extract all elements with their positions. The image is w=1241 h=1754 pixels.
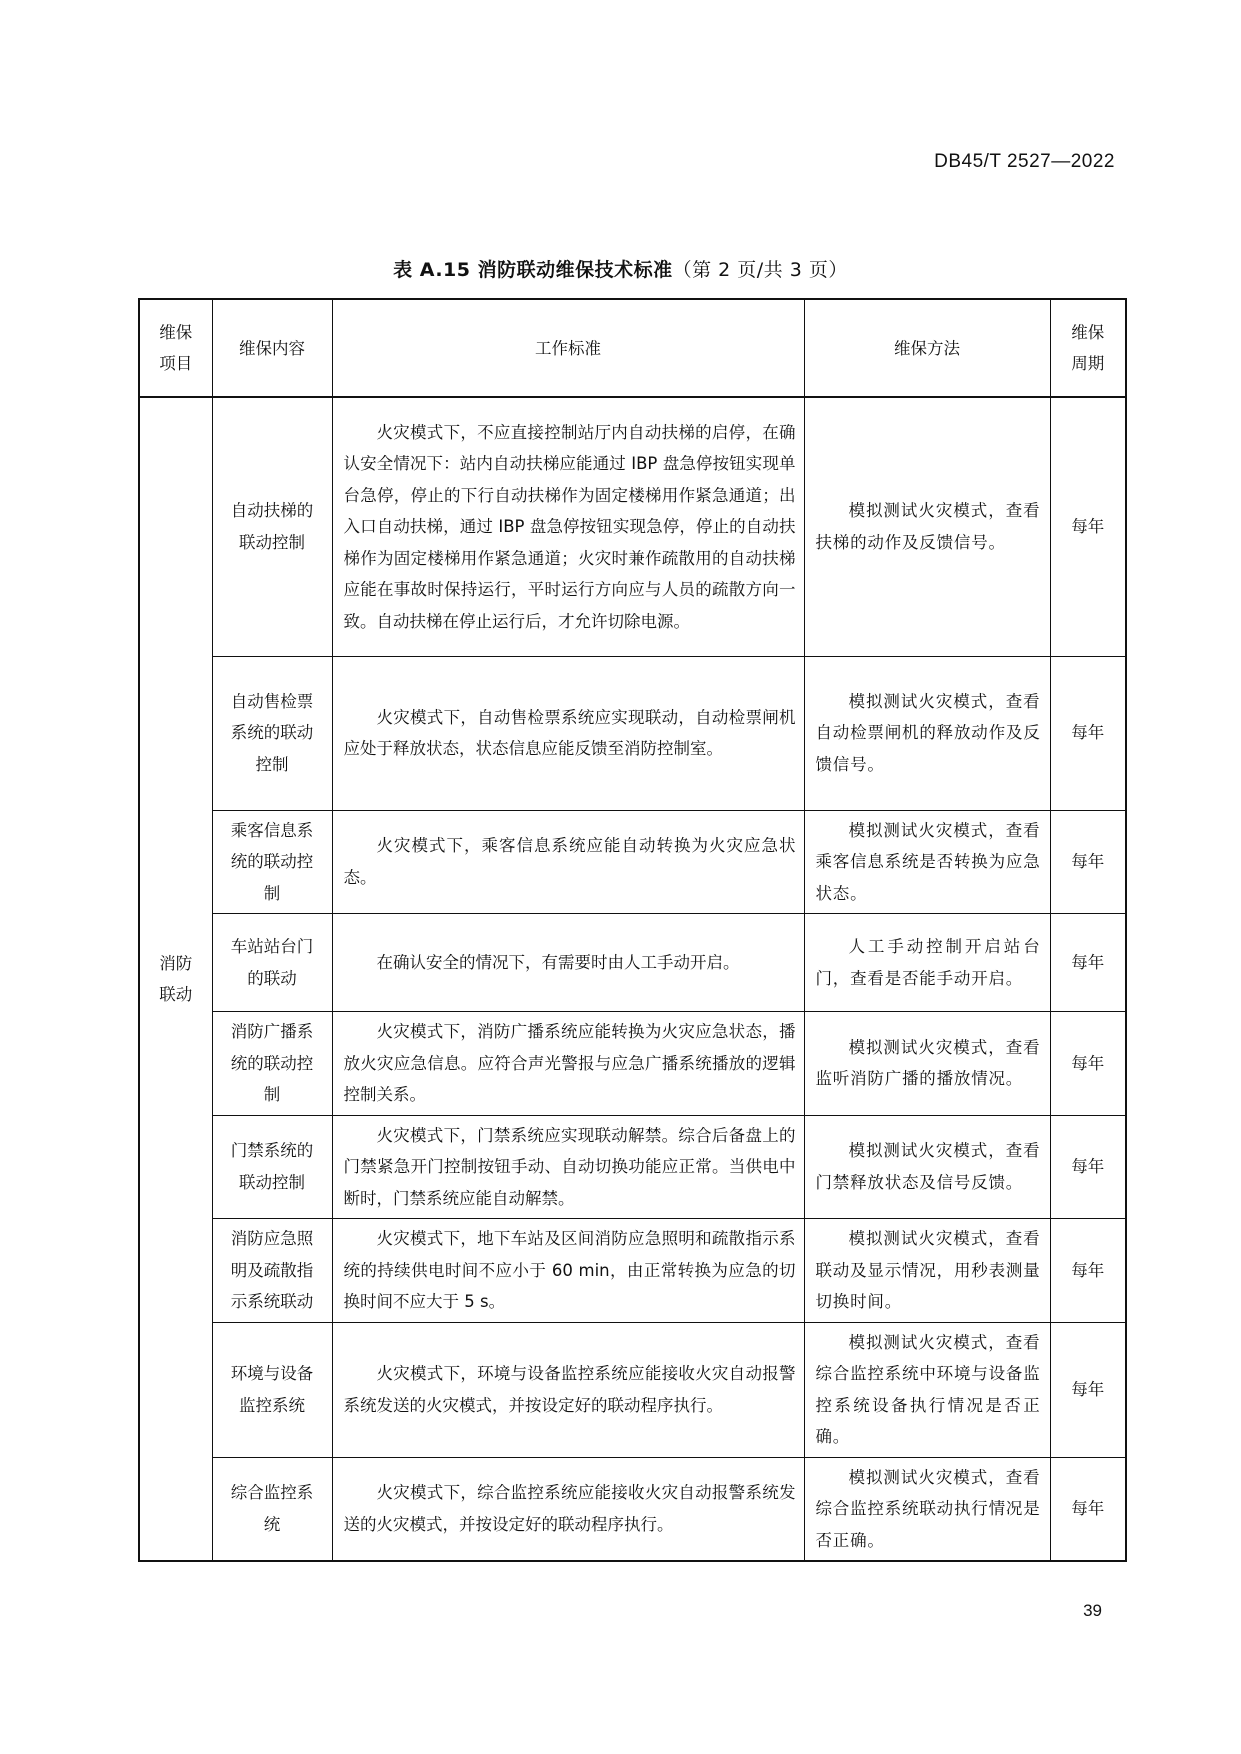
table-row xyxy=(139,397,1126,656)
period-cell: 每年 xyxy=(1050,1012,1126,1116)
content-cell: 综合监控系 统 xyxy=(212,1457,332,1561)
method-cell: 模拟测试火灾模式，查看综合监控系统联动执行情况是否正确。 xyxy=(804,1457,1050,1561)
header-standard: 工作标准 xyxy=(332,299,804,397)
method-cell: 人工手动控制开启站台门，查看是否能手动开启。 xyxy=(804,914,1050,1012)
header-period: 维保 周期 xyxy=(1050,299,1126,397)
header-content: 维保内容 xyxy=(212,299,332,397)
period-cell: 每年 xyxy=(1050,1457,1126,1561)
page-number: 39 xyxy=(1083,1601,1102,1620)
period-cell: 每年 xyxy=(1050,1322,1126,1457)
method-cell: 模拟测试火灾模式，查看联动及显示情况，用秒表测量切换时间。 xyxy=(804,1219,1050,1323)
method-cell: 模拟测试火灾模式，查看乘客信息系统是否转换为应急状态。 xyxy=(804,810,1050,914)
table-row xyxy=(139,1219,1126,1323)
method-cell: 模拟测试火灾模式，查看扶梯的动作及反馈信号。 xyxy=(804,397,1050,656)
standard-cell: 火灾模式下，不应直接控制站厅内自动扶梯的启停，在确认安全情况下：站内自动扶梯应能通过 IBP 盘急停按钮实现单台急停，停止的下行自动扶梯作为固定楼梯用作紧急通道；出入口自动扶梯，通过 IBP 盘急停按钮实现急停，停止的自动扶梯作为固定楼梯用作紧急通道；火灾时兼作疏散用的自动扶梯应能在事故时保持运行，平时运行方向应与人员的疏散方向一致。自动扶梯在停止运行后，才允许切除电源。 xyxy=(332,397,804,656)
table-row xyxy=(139,1322,1126,1457)
standard-cell: 火灾模式下，消防广播系统应能转换为火灾应急状态，播放火灾应急信息。应符合声光警报与应急广播系统播放的逻辑控制关系。 xyxy=(332,1012,804,1116)
content-cell: 消防应急照 明及疏散指 示系统联动 xyxy=(212,1219,332,1323)
content-cell: 自动扶梯的 联动控制 xyxy=(212,397,332,656)
period-cell: 每年 xyxy=(1050,1219,1126,1323)
table-row xyxy=(139,914,1126,1012)
standard-cell: 火灾模式下，自动售检票系统应实现联动，自动检票闸机应处于释放状态，状态信息应能反馈至消防控制室。 xyxy=(332,656,804,810)
table-row xyxy=(139,810,1126,914)
content-cell: 门禁系统的 联动控制 xyxy=(212,1115,332,1219)
period-cell: 每年 xyxy=(1050,397,1126,656)
header-method: 维保方法 xyxy=(804,299,1050,397)
header-row xyxy=(139,299,1126,397)
content-cell: 自动售检票 系统的联动 控制 xyxy=(212,656,332,810)
content-cell: 环境与设备 监控系统 xyxy=(212,1322,332,1457)
standard-cell: 火灾模式下，地下车站及区间消防应急照明和疏散指示系统的持续供电时间不应小于 60 min，由正常转换为应急的切换时间不应大于 5 s。 xyxy=(332,1219,804,1323)
standard-cell: 火灾模式下，门禁系统应实现联动解禁。综合后备盘上的门禁紧急开门控制按钮手动、自动切换功能应正常。当供电中断时，门禁系统应能自动解禁。 xyxy=(332,1115,804,1219)
standard-cell: 火灾模式下，综合监控系统应能接收火灾自动报警系统发送的火灾模式，并按设定好的联动程序执行。 xyxy=(332,1457,804,1561)
table-row xyxy=(139,1457,1126,1561)
category-cell: 消防 联动 xyxy=(139,397,212,1561)
method-cell: 模拟测试火灾模式，查看自动检票闸机的释放动作及反馈信号。 xyxy=(804,656,1050,810)
table-title-main: 表 A.15 消防联动维保技术标准 xyxy=(393,259,673,281)
table-row xyxy=(139,1115,1126,1219)
period-cell: 每年 xyxy=(1050,656,1126,810)
period-cell: 每年 xyxy=(1050,810,1126,914)
header-item: 维保 项目 xyxy=(139,299,212,397)
method-cell: 模拟测试火灾模式，查看门禁释放状态及信号反馈。 xyxy=(804,1115,1050,1219)
document-code: DB45/T 2527—2022 xyxy=(934,151,1115,172)
content-cell: 消防广播系 统的联动控 制 xyxy=(212,1012,332,1116)
period-cell: 每年 xyxy=(1050,1115,1126,1219)
table-row xyxy=(139,1012,1126,1116)
standard-cell: 火灾模式下，环境与设备监控系统应能接收火灾自动报警系统发送的火灾模式，并按设定好的联动程序执行。 xyxy=(332,1322,804,1457)
table-row xyxy=(139,656,1126,810)
table-title xyxy=(0,255,1241,282)
method-cell: 模拟测试火灾模式，查看综合监控系统中环境与设备监控系统设备执行情况是否正确。 xyxy=(804,1322,1050,1457)
content-cell: 车站站台门 的联动 xyxy=(212,914,332,1012)
table-title-page-note: （第 2 页/共 3 页） xyxy=(672,259,848,281)
method-cell: 模拟测试火灾模式，查看监听消防广播的播放情况。 xyxy=(804,1012,1050,1116)
standard-cell: 在确认安全的情况下，有需要时由人工手动开启。 xyxy=(332,914,804,1012)
maintenance-standards-table xyxy=(138,298,1127,1562)
content-cell: 乘客信息系 统的联动控 制 xyxy=(212,810,332,914)
standard-cell: 火灾模式下，乘客信息系统应能自动转换为火灾应急状态。 xyxy=(332,810,804,914)
period-cell: 每年 xyxy=(1050,914,1126,1012)
